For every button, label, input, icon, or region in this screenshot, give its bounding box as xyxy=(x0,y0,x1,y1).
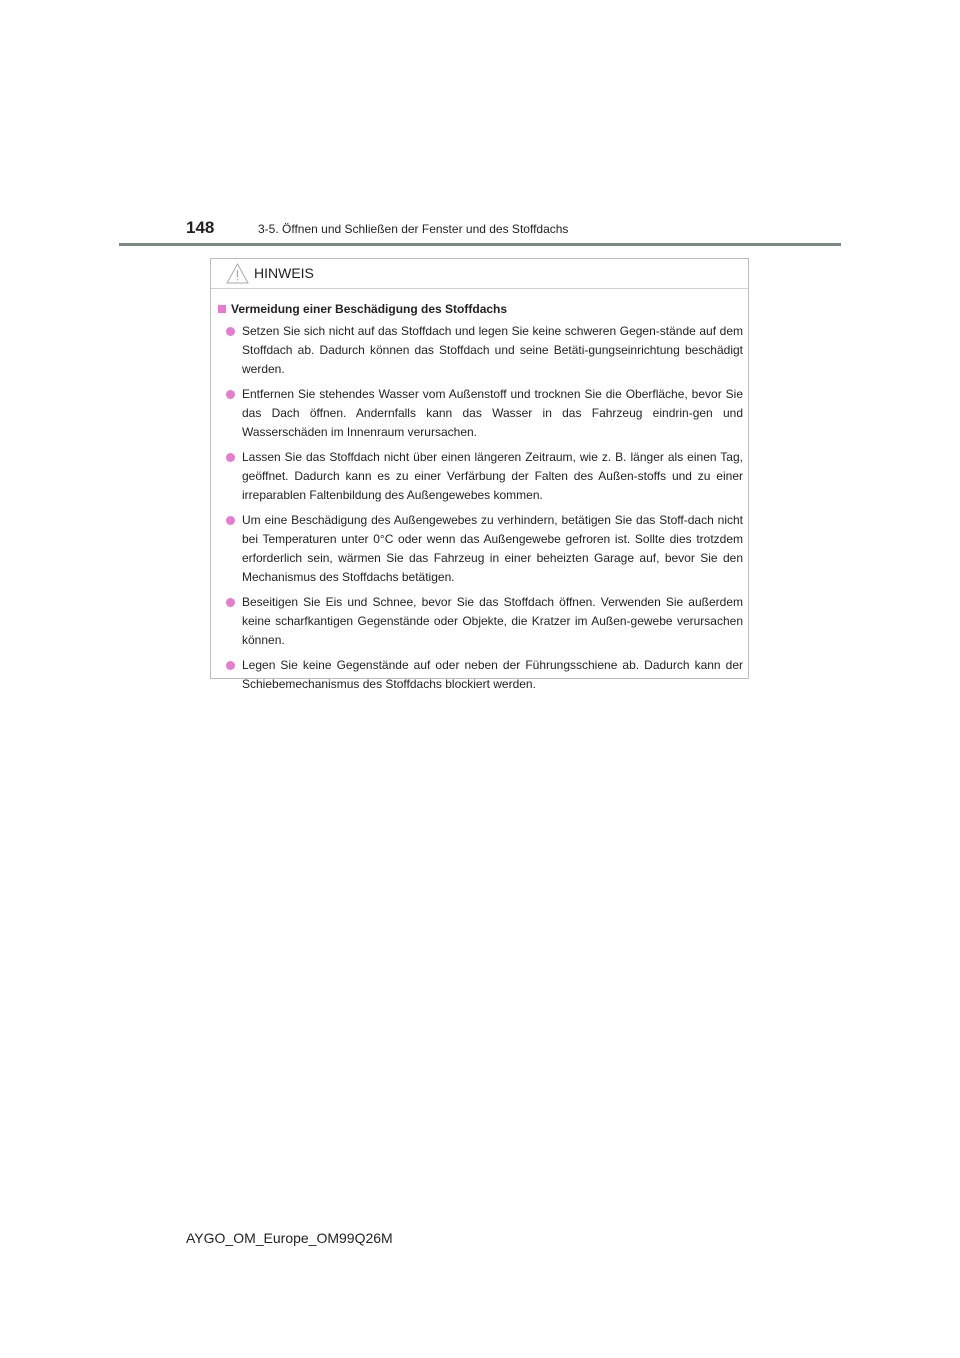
topic-heading xyxy=(218,302,507,316)
page-number: 148 xyxy=(186,218,215,237)
notice-header xyxy=(211,259,748,289)
notice-items xyxy=(225,322,743,700)
warning-triangle-icon xyxy=(226,263,249,284)
topic-heading-text: Vermeidung einer Beschädigung des Stoffdachs xyxy=(231,302,508,316)
list-item: Beseitigen Sie Eis und Schnee, bevor Sie das Stoffdach öffnen. Verwenden Sie außerdem keine scharfkantigen Gegenstände oder Objekte, die Kratzer im Außen-gewebe verursachen können. xyxy=(225,593,743,650)
list-item: Setzen Sie sich nicht auf das Stoffdach und legen Sie keine schweren Gegen-stände auf dem Stoffdach ab. Dadurch können das Stoffdach und seine Betäti-gungseinrichtung beschädigt werden. xyxy=(225,322,743,379)
notice-label: HINWEIS xyxy=(254,265,314,281)
list-item: Um eine Beschädigung des Außengewebes zu verhindern, betätigen Sie das Stoff-dach nicht bei Temperaturen unter 0°C oder wenn das Außengewebe gefroren ist. Sollte dies trotzdem erforderlich sein, wärmen Sie das Fahrzeug in einer beheizten Garage auf, bevor Sie den Mechanismus des Stoffdachs betätigen. xyxy=(225,511,743,587)
list-item: Entfernen Sie stehendes Wasser vom Außenstoff und trocknen Sie die Oberfläche, bevor Sie das Dach öffnen. Andernfalls kann das Wasser in das Fahrzeug eindrin-gen und Wasserschäden im Innenraum verursachen. xyxy=(225,385,743,442)
document-code: AYGO_OM_Europe_OM99Q26M xyxy=(186,1230,393,1246)
notice-box xyxy=(210,258,749,691)
list-item: Lassen Sie das Stoffdach nicht über einen längeren Zeitraum, wie z. B. länger als einen Tag, geöffnet. Dadurch kann es zu einer Verfärbung der Falten des Außen-stoffs und zu einer irreparablen Faltenbildung des Außengewebes kommen. xyxy=(225,448,743,505)
list-item: Legen Sie keine Gegenstände auf oder neben der Führungsschiene ab. Dadurch kann der Schiebemechanismus des Stoffdachs blockiert werden. xyxy=(225,656,743,694)
square-bullet-icon xyxy=(218,305,226,313)
header-rule xyxy=(119,243,841,246)
section-title: 3-5. Öffnen und Schließen der Fenster und des Stoffdachs xyxy=(258,222,569,236)
